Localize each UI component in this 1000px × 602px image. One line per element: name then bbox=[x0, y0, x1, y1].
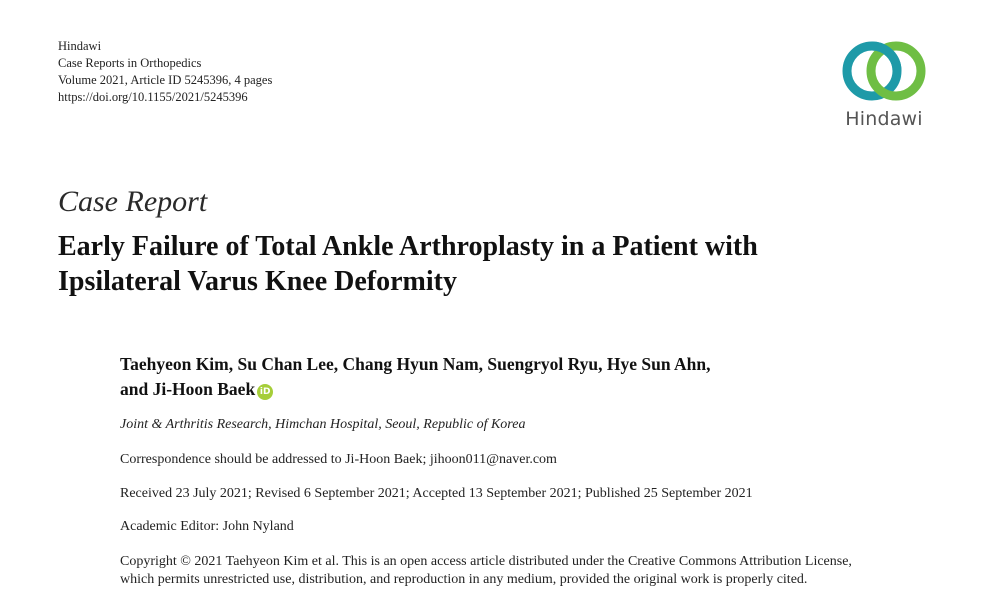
hindawi-logo[interactable] bbox=[836, 38, 932, 134]
copyright-line-1: Copyright © 2021 Taehyeon Kim et al. This is an open access article distributed under the Creative Commons Attribution License, bbox=[120, 554, 852, 569]
author-list bbox=[120, 352, 840, 402]
article-type: Case Report bbox=[58, 185, 208, 218]
copyright-line-2: which permits unrestricted use, distribution, and reproduction in any medium, provided the original work is properly cited. bbox=[120, 572, 808, 587]
correspondence: Correspondence should be addressed to Ji-Hoon Baek; jihoon011@naver.com bbox=[120, 452, 557, 467]
authors-line-1: Taehyeon Kim, Su Chan Lee, Chang Hyun Nam, Suengryol Ryu, Hye Sun Ahn, bbox=[120, 354, 711, 374]
publisher-name: Hindawi bbox=[58, 39, 102, 53]
article-title bbox=[58, 229, 878, 299]
authors-line-2-text: and Ji-Hoon Baek bbox=[120, 379, 256, 399]
title-line-2: Ipsilateral Varus Knee Deformity bbox=[58, 266, 457, 297]
hindawi-logo-icon bbox=[836, 38, 932, 108]
journal-name: Case Reports in Orthopedics bbox=[58, 56, 202, 70]
doi-link[interactable]: https://doi.org/10.1155/2021/5245396 bbox=[58, 90, 248, 104]
journal-header bbox=[58, 38, 272, 106]
academic-editor: Academic Editor: John Nyland bbox=[120, 519, 294, 534]
copyright-notice bbox=[120, 553, 950, 589]
title-line-1: Early Failure of Total Ankle Arthroplasty in a Patient with bbox=[58, 231, 758, 262]
logo-text: Hindawi bbox=[845, 108, 923, 130]
authors-line-2 bbox=[120, 377, 840, 402]
volume-info: Volume 2021, Article ID 5245396, 4 pages bbox=[58, 73, 273, 87]
orcid-icon[interactable]: iD bbox=[257, 384, 273, 400]
publication-dates: Received 23 July 2021; Revised 6 September 2021; Accepted 13 September 2021; Published 25 September 2021 bbox=[120, 486, 753, 501]
affiliation: Joint & Arthritis Research, Himchan Hospital, Seoul, Republic of Korea bbox=[120, 417, 526, 432]
